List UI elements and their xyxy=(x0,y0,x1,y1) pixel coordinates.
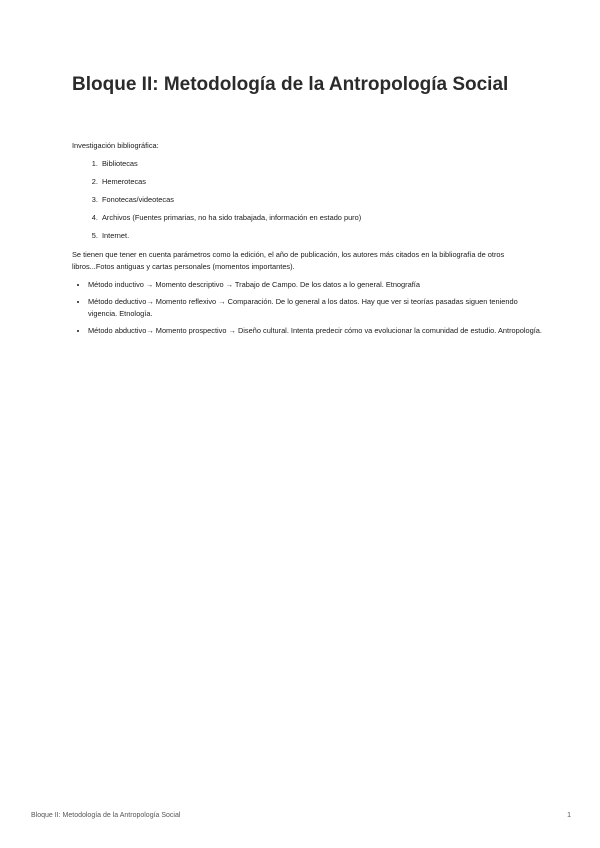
bullet-list xyxy=(72,279,548,342)
intro-text: Investigación bibliográfica: xyxy=(72,141,159,150)
bullet-item: • Método inductivo → Momento descriptivo → Trabajo de Campo. De los datos a lo general. Etnografía xyxy=(88,279,548,291)
bullet-item: • Método abductivo→ Momento prospectivo → Diseño cultural. Intenta predecir cómo va evolucionar la comunidad de estudio. Antropología. xyxy=(88,325,548,337)
list-item: 2. Hemerotecas xyxy=(100,177,520,187)
list-item: 3. Fonotecas/videotecas xyxy=(100,195,520,205)
page-title: Bloque II: Metodología de la Antropología Social xyxy=(72,74,509,95)
list-item: 4. Archivos (Fuentes primarias, no ha sido trabajada, información en estado puro) xyxy=(100,213,520,223)
footer-title: Bloque II: Metodología de la Antropología Social xyxy=(31,812,181,819)
page-number: 1 xyxy=(567,812,571,819)
list-item: 1. Bibliotecas xyxy=(100,159,520,169)
numbered-list xyxy=(72,159,520,249)
list-item: 5. Internet. xyxy=(100,231,520,241)
body-paragraph: Se tienen que tener en cuenta parámetros como la edición, el año de publicación, los autores más citados en la bibliografía de otros libros...Fotos antiguas y cartas personales (momentos importantes). xyxy=(72,250,505,271)
bullet-item: • Método deductivo→ Momento reflexivo → Comparación. De lo general a los datos. Hay que ver si teorías pasadas siguen teniendo vigencia. Etnología. xyxy=(88,296,548,320)
